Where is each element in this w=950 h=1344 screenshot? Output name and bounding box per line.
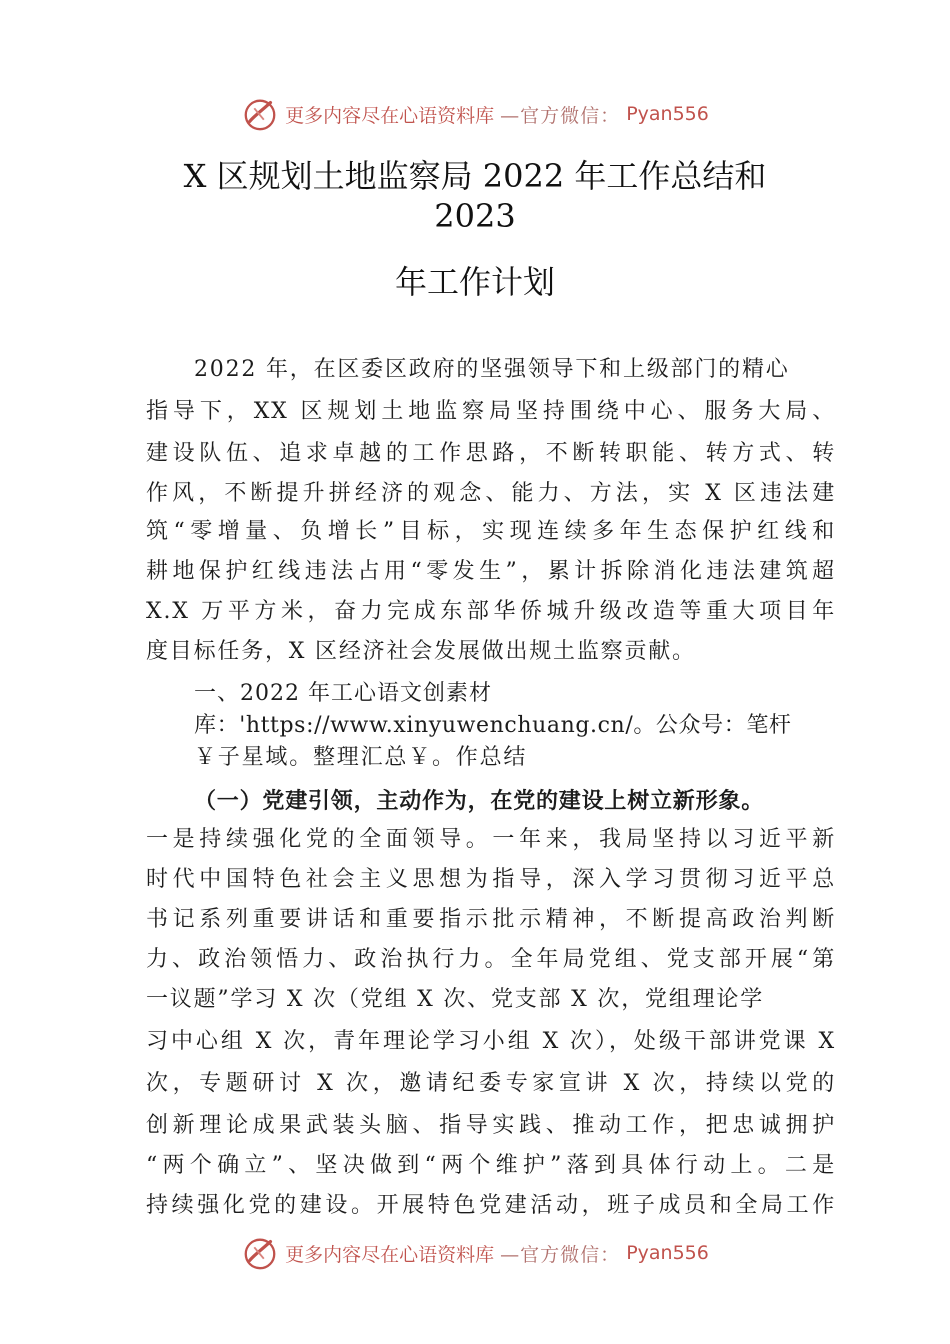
watermark-text: 更多内容尽在心语资料库: [285, 1243, 495, 1266]
body-line: 耕地保护红线违法占用“零发生”，累计拆除消化违法建筑超: [146, 559, 836, 584]
body-line: 创新理论成果武装头脑、指导实践、推动工作，把忠诚拥护: [146, 1113, 836, 1138]
body-line: 指导下，XX 区规划土地监察局坚持围绕中心、服务大局、: [146, 399, 836, 424]
document-title-line-1: X 区规划土地监察局 2022 年工作总结和: [183, 157, 767, 195]
watermark-header: [0, 95, 950, 133]
watermark-tail: —官方微信：: [500, 104, 621, 127]
body-line: 建设队伍、追求卓越的工作思路，不断转职能、转方式、转: [146, 441, 836, 466]
body-line: 一是持续强化党的全面领导。一年来，我局坚持以习近平新: [146, 827, 836, 852]
body-line: 书记系列重要讲话和重要指示批示精神，不断提高政治判断: [146, 907, 836, 932]
document-title-line-2: 2023: [434, 197, 516, 235]
watermark-footer: [0, 1234, 950, 1272]
body-line: “两个确立”、坚决做到“两个维护”落到具体行动上。二是: [146, 1153, 836, 1178]
body-line: 2022 年，在区委区政府的坚强领导下和上级部门的精心: [194, 357, 790, 382]
body-line: 筑“零增量、负增长”目标，实现连续多年生态保护红线和: [146, 519, 836, 544]
body-line: 时代中国特色社会主义思想为指导，深入学习贯彻习近平总: [146, 867, 836, 892]
body-line: 度目标任务，X 区经济社会发展做出规土监察贡献。: [146, 639, 696, 664]
brush-logo-icon: [241, 1234, 279, 1272]
watermark-tail: —官方微信：: [500, 1243, 621, 1266]
body-line: 习中心组 X 次，青年理论学习小组 X 次），处级干部讲党课 X: [146, 1029, 836, 1054]
body-line: ￥子星域。整理汇总￥。作总结: [194, 745, 528, 770]
body-line: 库：'https://www.xinyuwenchuang.cn/。公众号：笔杆: [194, 713, 792, 738]
section-heading-line: 一、2022 年工心语文创素材: [194, 681, 492, 706]
watermark-text: 更多内容尽在心语资料库: [285, 104, 495, 127]
watermark-wechat-id: Pyan556: [626, 1242, 709, 1264]
watermark-wechat-id: Pyan556: [626, 103, 709, 125]
body-line: 一议题”学习 X 次（党组 X 次、党支部 X 次，党组理论学: [146, 987, 764, 1012]
body-line: X.X 万平方米，奋力完成东部华侨城升级改造等重大项目年: [146, 599, 836, 624]
document-title-line-3: 年工作计划: [394, 263, 555, 301]
brush-logo-icon: [241, 95, 279, 133]
body-line: 持续强化党的建设。开展特色党建活动，班子成员和全局工作: [146, 1193, 836, 1218]
body-line: 作风，不断提升拼经济的观念、能力、方法，实 X 区违法建: [146, 481, 836, 506]
body-line: 次，专题研讨 X 次，邀请纪委专家宣讲 X 次，持续以党的: [146, 1071, 836, 1096]
subsection-heading: （一）党建引领，主动作为，在党的建设上树立新形象。: [194, 788, 765, 814]
body-line: 力、政治领悟力、政治执行力。全年局党组、党支部开展“第: [146, 947, 836, 972]
